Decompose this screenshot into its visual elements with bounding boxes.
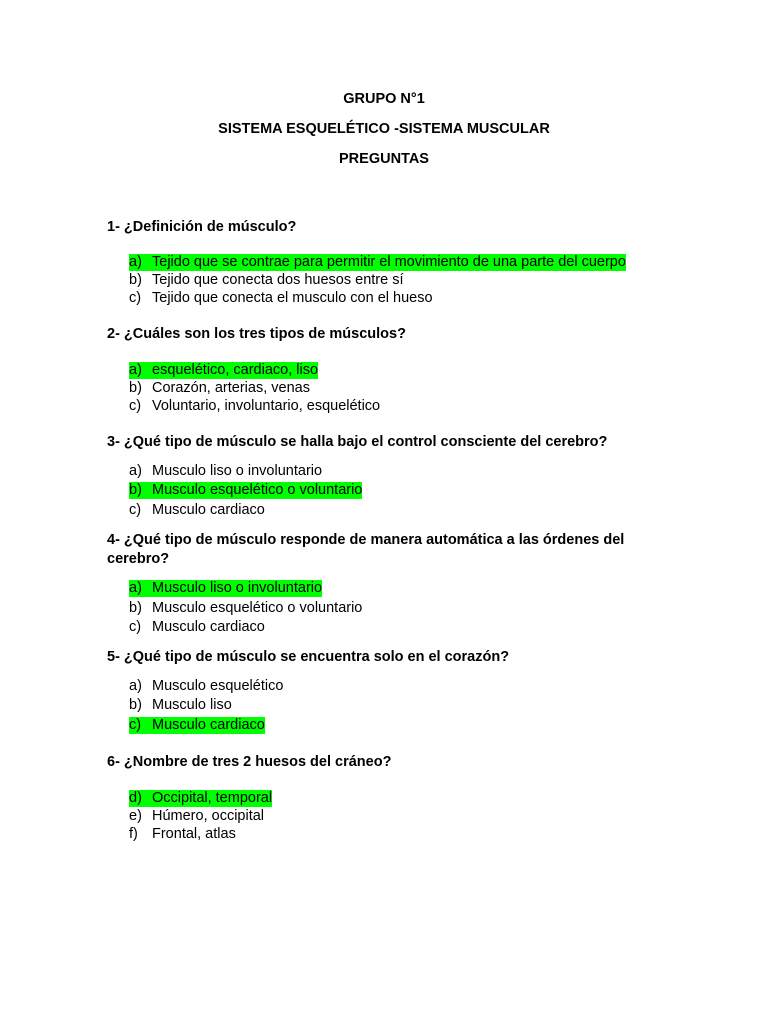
option-letter: a) [129, 362, 142, 378]
question-1: 1- ¿Definición de músculo? [107, 219, 297, 235]
question-3-option-a [129, 463, 322, 480]
option-letter: a) [129, 254, 142, 270]
question-6: 6- ¿Nombre de tres 2 huesos del cráneo? [107, 754, 392, 770]
option-text: Tejido que conecta el musculo con el hueso [152, 290, 433, 306]
question-3-option-b [129, 482, 362, 499]
option-text: Musculo liso [152, 697, 232, 713]
option-letter: c) [129, 619, 142, 635]
question-5-option-b [129, 697, 232, 714]
option-text: Musculo liso o involuntario [152, 580, 323, 596]
question-1-option-a [129, 254, 626, 271]
option-text: Musculo esquelético o voluntario [152, 600, 363, 616]
question-5-option-a [129, 678, 283, 695]
option-text: Musculo esquelético [152, 678, 284, 694]
option-letter: d) [129, 790, 142, 806]
question-6-option-e [129, 808, 264, 825]
question-4-option-b [129, 600, 362, 617]
option-text: Húmero, occipital [152, 808, 265, 824]
option-text: Tejido que se contrae para permitir el movimiento de una parte del cuerpo [152, 254, 626, 270]
question-4-option-c [129, 619, 265, 636]
option-text: Voluntario, involuntario, esquelético [152, 398, 381, 414]
option-letter: f) [129, 826, 138, 842]
option-text: Musculo esquelético o voluntario [152, 482, 363, 498]
question-4: 4- ¿Qué tipo de músculo responde de manera automática a las órdenes del cerebro? [107, 532, 625, 567]
question-5: 5- ¿Qué tipo de músculo se encuentra solo en el corazón? [107, 649, 510, 665]
question-2-option-b [129, 380, 310, 397]
question-3: 3- ¿Qué tipo de músculo se halla bajo el control consciente del cerebro? [107, 434, 608, 450]
question-2-option-c [129, 398, 380, 415]
option-letter: b) [129, 272, 142, 288]
question-1-option-b [129, 272, 404, 289]
option-text: Tejido que conecta dos huesos entre sí [152, 272, 404, 288]
question-4-option-a [129, 580, 322, 597]
option-letter: b) [129, 697, 142, 713]
option-letter: a) [129, 463, 142, 479]
question-1-option-c [129, 290, 433, 307]
option-letter: b) [129, 600, 142, 616]
option-text: Musculo liso o involuntario [152, 463, 323, 479]
option-letter: c) [129, 502, 142, 518]
option-letter: c) [129, 398, 142, 414]
question-6-option-d [129, 790, 272, 807]
option-text: Frontal, atlas [152, 826, 236, 842]
option-letter: b) [129, 380, 142, 396]
document-subtitle: PREGUNTAS [339, 151, 429, 167]
option-text: esquelético, cardiaco, liso [152, 362, 319, 378]
option-text: Musculo cardiaco [152, 619, 265, 635]
option-letter: c) [129, 717, 142, 733]
question-3-option-c [129, 502, 265, 519]
question-6-option-f [129, 826, 236, 843]
question-5-option-c [129, 717, 265, 734]
option-text: Corazón, arterias, venas [152, 380, 310, 396]
option-text: Occipital, temporal [152, 790, 273, 806]
option-letter: a) [129, 580, 142, 596]
option-letter: e) [129, 808, 142, 824]
option-letter: a) [129, 678, 142, 694]
question-2-option-a [129, 362, 318, 379]
question-2: 2- ¿Cuáles son los tres tipos de músculos? [107, 326, 406, 342]
option-text: Musculo cardiaco [152, 502, 265, 518]
option-text: Musculo cardiaco [152, 717, 265, 733]
option-letter: c) [129, 290, 142, 306]
option-letter: b) [129, 482, 142, 498]
group-heading: GRUPO N°1 [343, 91, 425, 107]
document-title: SISTEMA ESQUELÉTICO -SISTEMA MUSCULAR [218, 121, 550, 137]
